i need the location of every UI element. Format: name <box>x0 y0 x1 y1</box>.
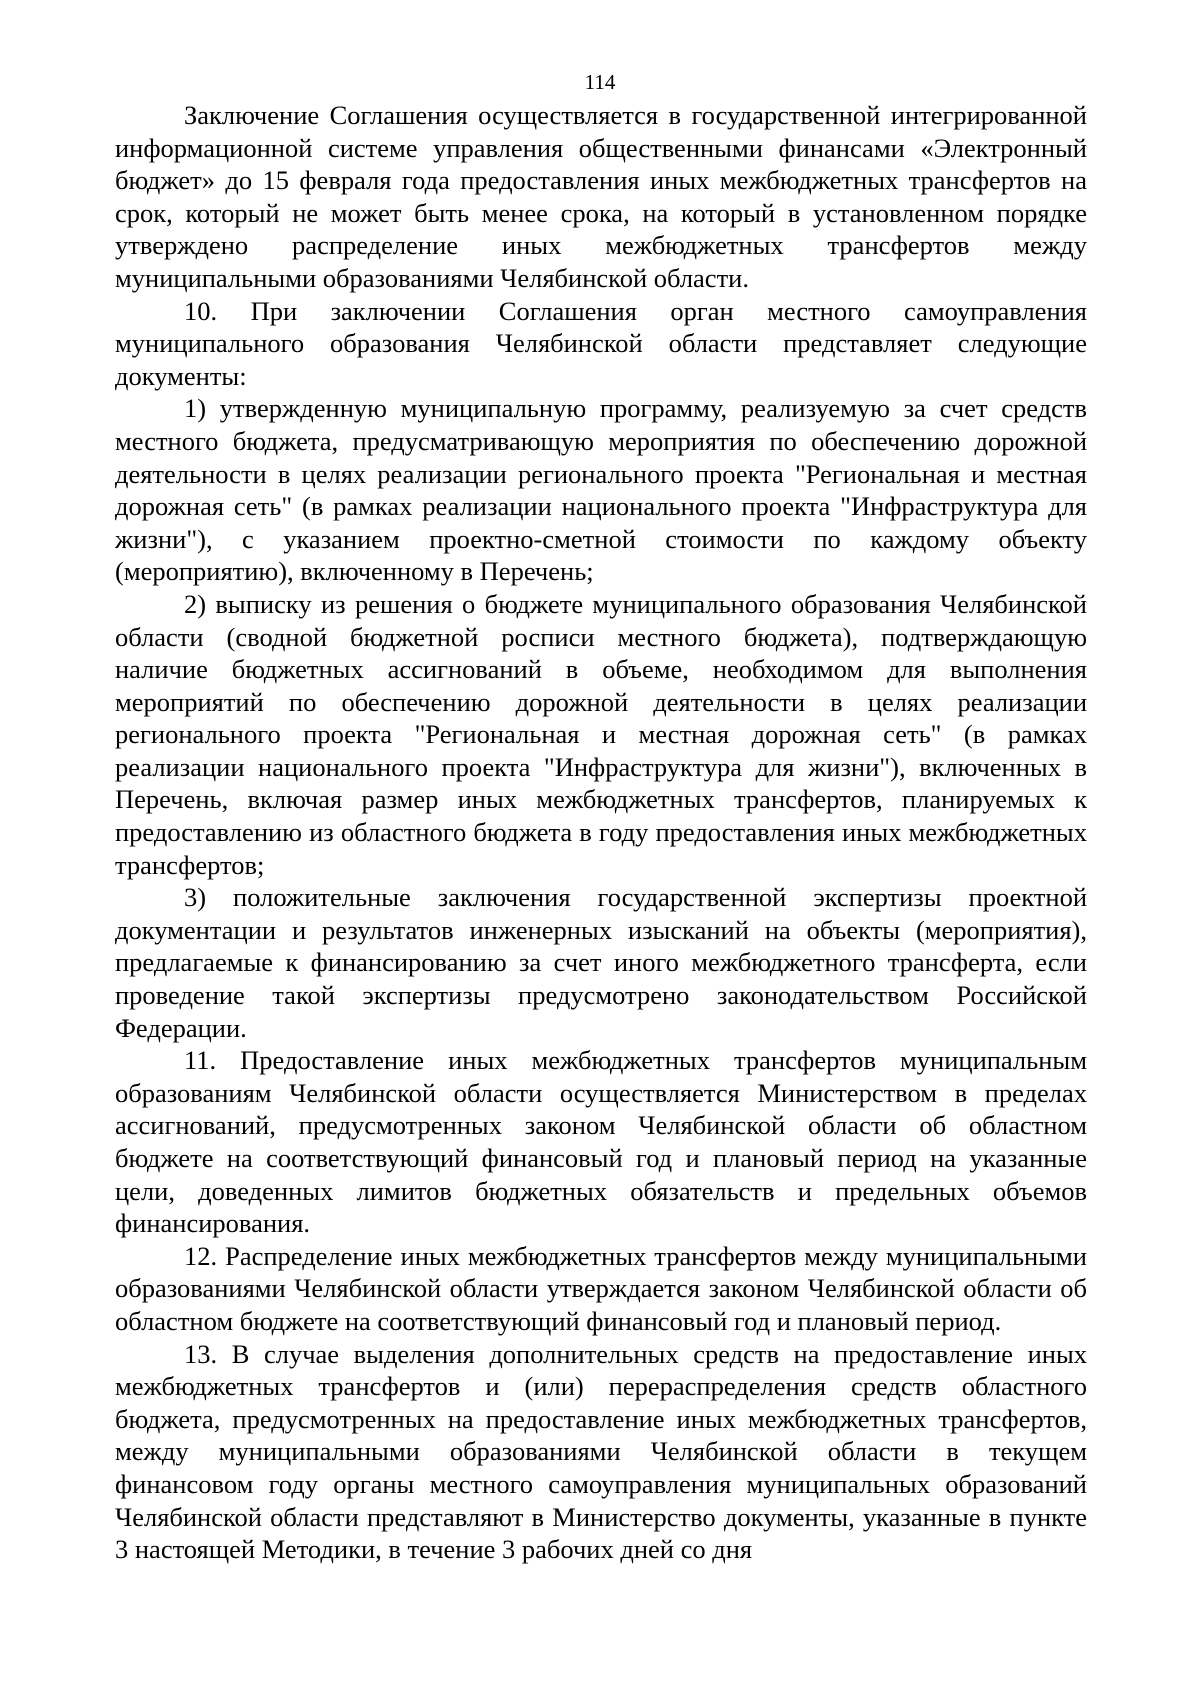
document-body <box>115 99 1087 1566</box>
paragraph-12: 12. Распределение иных межбюджетных трансфертов между муниципальными образованиями Челябинской области утверждается законом Челябинской области об областном бюджете на соответствующий финансовый год и плановый период. <box>115 1240 1087 1336</box>
paragraph-agreement-conclusion: Заключение Соглашения осуществляется в государственной интегрированной информационной системе управления общественными финансами «Электронный бюджет» до 15 февраля года предоставления иных межбюджетных трансфертов на срок, который не может быть менее срока, на который в установленном порядке утверждено распределение иных межбюджетных трансфертов между муниципальными образованиями Челябинской области. <box>115 100 1087 293</box>
paragraph-10: 10. При заключении Соглашения орган местного самоуправления муниципального образования Челябинской области представляет следующие документы: <box>115 295 1087 391</box>
paragraph-10-item-3: 3) положительные заключения государственной экспертизы проектной документации и результатов инженерных изысканий на объекты (мероприятия), предлагаемые к финансированию за счет иного межбюджетного трансферта, если проведение такой экспертизы предусмотрено законодательством Российской Федерации. <box>115 882 1087 1043</box>
paragraph-11: 11. Предоставление иных межбюджетных трансфертов муниципальным образованиям Челябинской области осуществляется Министерством в пределах ассигнований, предусмотренных законом Челябинской области об областном бюджете на соответствующий финансовый год и плановый период на указанные цели, доведенных лимитов бюджетных обязательств и предельных объемов финансирования. <box>115 1045 1087 1239</box>
paragraph-10-item-2: 2) выписку из решения о бюджете муниципального образования Челябинской области (сводной бюджетной росписи местного бюджета), подтверждающую наличие бюджетных ассигнований в объеме, необходимом для выполнения мероприятий по обеспечению дорожной деятельности в целях реализации регионального проекта "Региональная и местная дорожная сеть" (в рамках реализации национального проекта "Инфраструктура для жизни"), включенных в Перечень, включая размер иных межбюджетных трансфертов, планируемых к предоставлению из областного бюджета в году предоставления иных межбюджетных трансфертов; <box>115 588 1087 880</box>
paragraph-10-item-1: 1) утвержденную муниципальную программу, реализуемую за счет средств местного бюджета, предусматривающую мероприятия по обеспечению дорожной деятельности в целях реализации регионального проекта "Региональная и местная дорожная сеть" (в рамках реализации национального проекта "Инфраструктура для жизни"), с указанием проектно-сметной стоимости по каждому объекту (мероприятию), включенному в Перечень; <box>115 393 1087 587</box>
page-number: 114 <box>584 70 616 94</box>
paragraph-13: 13. В случае выделения дополнительных средств на предоставление иных межбюджетных трансфертов и (или) перераспределения средств областного бюджета, предусмотренных на предоставление иных межбюджетных трансфертов, между муниципальными образованиями Челябинской области в текущем финансовом году органы местного самоуправления муниципальных образований Челябинской области представляют в Министерство документы, указанные в пункте 3 настоящей Методики, в течение 3 рабочих дней со дня <box>115 1338 1087 1565</box>
